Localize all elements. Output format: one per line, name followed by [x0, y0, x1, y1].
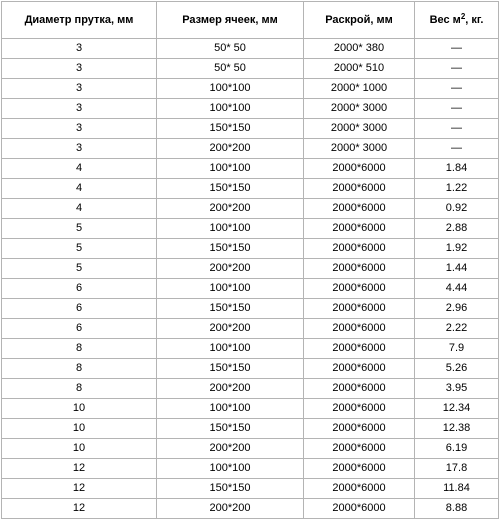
cell-cut: 2000*6000	[304, 399, 415, 419]
table-row	[2, 319, 499, 339]
cell-cut: 2000*6000	[304, 299, 415, 319]
cell-diameter: 3	[2, 139, 157, 159]
table-row	[2, 139, 499, 159]
table-row	[2, 499, 499, 519]
cell-mesh-size: 100*100	[157, 159, 304, 179]
cell-cut: 2000* 380	[304, 39, 415, 59]
cell-weight: 1.92	[415, 239, 499, 259]
table-row	[2, 359, 499, 379]
table-row	[2, 399, 499, 419]
cell-mesh-size: 200*200	[157, 379, 304, 399]
cell-weight: 12.34	[415, 399, 499, 419]
table-row	[2, 459, 499, 479]
header-mesh-size: Размер ячеек, мм	[157, 2, 304, 39]
cell-weight: 4.44	[415, 279, 499, 299]
cell-cut: 2000*6000	[304, 419, 415, 439]
header-cut: Раскрой, мм	[304, 2, 415, 39]
cell-diameter: 12	[2, 499, 157, 519]
cell-weight: 5.26	[415, 359, 499, 379]
cell-mesh-size: 200*200	[157, 139, 304, 159]
cell-weight: 3.95	[415, 379, 499, 399]
cell-weight: 7.9	[415, 339, 499, 359]
cell-diameter: 4	[2, 159, 157, 179]
cell-weight: 1.84	[415, 159, 499, 179]
cell-weight: —	[415, 139, 499, 159]
cell-diameter: 3	[2, 39, 157, 59]
cell-weight: 11.84	[415, 479, 499, 499]
cell-diameter: 10	[2, 419, 157, 439]
cell-weight: 1.44	[415, 259, 499, 279]
table-body	[2, 39, 499, 519]
cell-cut: 2000*6000	[304, 359, 415, 379]
table-header-row	[2, 2, 499, 39]
cell-mesh-size: 100*100	[157, 459, 304, 479]
cell-cut: 2000*6000	[304, 239, 415, 259]
cell-cut: 2000* 3000	[304, 139, 415, 159]
cell-mesh-size: 50* 50	[157, 59, 304, 79]
header-weight-prefix: Вес м	[429, 13, 461, 26]
table-row	[2, 339, 499, 359]
cell-mesh-size: 200*200	[157, 439, 304, 459]
cell-diameter: 6	[2, 299, 157, 319]
cell-diameter: 8	[2, 379, 157, 399]
cell-diameter: 5	[2, 239, 157, 259]
cell-diameter: 5	[2, 259, 157, 279]
cell-mesh-size: 200*200	[157, 499, 304, 519]
cell-cut: 2000*6000	[304, 339, 415, 359]
cell-cut: 2000*6000	[304, 179, 415, 199]
cell-weight: 6.19	[415, 439, 499, 459]
cell-diameter: 4	[2, 199, 157, 219]
cell-cut: 2000*6000	[304, 459, 415, 479]
cell-mesh-size: 200*200	[157, 319, 304, 339]
table-row	[2, 59, 499, 79]
cell-cut: 2000*6000	[304, 279, 415, 299]
cell-cut: 2000* 3000	[304, 99, 415, 119]
cell-mesh-size: 150*150	[157, 479, 304, 499]
table-row	[2, 279, 499, 299]
cell-weight: —	[415, 99, 499, 119]
cell-diameter: 8	[2, 339, 157, 359]
cell-diameter: 4	[2, 179, 157, 199]
cell-cut: 2000*6000	[304, 479, 415, 499]
table-row	[2, 419, 499, 439]
table-row	[2, 299, 499, 319]
cell-diameter: 10	[2, 439, 157, 459]
table-row	[2, 259, 499, 279]
cell-diameter: 6	[2, 279, 157, 299]
cell-weight: 0.92	[415, 199, 499, 219]
cell-mesh-size: 100*100	[157, 399, 304, 419]
table-row	[2, 439, 499, 459]
cell-diameter: 12	[2, 459, 157, 479]
cell-mesh-size: 150*150	[157, 419, 304, 439]
cell-cut: 2000* 510	[304, 59, 415, 79]
cell-cut: 2000*6000	[304, 219, 415, 239]
table-row	[2, 79, 499, 99]
cell-weight: 12.38	[415, 419, 499, 439]
cell-mesh-size: 150*150	[157, 299, 304, 319]
table-row	[2, 159, 499, 179]
cell-mesh-size: 150*150	[157, 179, 304, 199]
cell-weight: —	[415, 59, 499, 79]
cell-diameter: 3	[2, 59, 157, 79]
table-row	[2, 219, 499, 239]
header-weight-sup: 2	[460, 11, 466, 21]
table-row	[2, 199, 499, 219]
cell-mesh-size: 150*150	[157, 119, 304, 139]
cell-diameter: 5	[2, 219, 157, 239]
table-row	[2, 119, 499, 139]
cell-mesh-size: 200*200	[157, 199, 304, 219]
cell-diameter: 10	[2, 399, 157, 419]
cell-mesh-size: 150*150	[157, 239, 304, 259]
cell-mesh-size: 100*100	[157, 219, 304, 239]
cell-weight: —	[415, 39, 499, 59]
cell-mesh-size: 200*200	[157, 259, 304, 279]
cell-mesh-size: 100*100	[157, 99, 304, 119]
cell-mesh-size: 100*100	[157, 279, 304, 299]
header-diameter: Диаметр прутка, мм	[2, 2, 157, 39]
mesh-spec-table	[1, 1, 499, 519]
cell-diameter: 6	[2, 319, 157, 339]
cell-weight: 2.88	[415, 219, 499, 239]
table-row	[2, 479, 499, 499]
cell-weight: 2.96	[415, 299, 499, 319]
cell-diameter: 8	[2, 359, 157, 379]
cell-cut: 2000*6000	[304, 199, 415, 219]
table-row	[2, 239, 499, 259]
header-weight-suffix: , кг.	[465, 13, 484, 26]
table-row	[2, 179, 499, 199]
table-row	[2, 379, 499, 399]
cell-cut: 2000*6000	[304, 379, 415, 399]
cell-cut: 2000*6000	[304, 319, 415, 339]
cell-mesh-size: 100*100	[157, 79, 304, 99]
cell-weight: 2.22	[415, 319, 499, 339]
header-weight	[415, 2, 499, 39]
cell-cut: 2000*6000	[304, 499, 415, 519]
cell-cut: 2000*6000	[304, 259, 415, 279]
cell-cut: 2000* 1000	[304, 79, 415, 99]
cell-cut: 2000* 3000	[304, 119, 415, 139]
cell-weight: 1.22	[415, 179, 499, 199]
cell-weight: 8.88	[415, 499, 499, 519]
table-row	[2, 99, 499, 119]
cell-weight: —	[415, 79, 499, 99]
cell-mesh-size: 150*150	[157, 359, 304, 379]
cell-diameter: 3	[2, 99, 157, 119]
cell-cut: 2000*6000	[304, 439, 415, 459]
cell-diameter: 3	[2, 119, 157, 139]
cell-weight: —	[415, 119, 499, 139]
cell-diameter: 3	[2, 79, 157, 99]
cell-weight: 17.8	[415, 459, 499, 479]
table-row	[2, 39, 499, 59]
cell-mesh-size: 100*100	[157, 339, 304, 359]
cell-diameter: 12	[2, 479, 157, 499]
cell-mesh-size: 50* 50	[157, 39, 304, 59]
cell-cut: 2000*6000	[304, 159, 415, 179]
